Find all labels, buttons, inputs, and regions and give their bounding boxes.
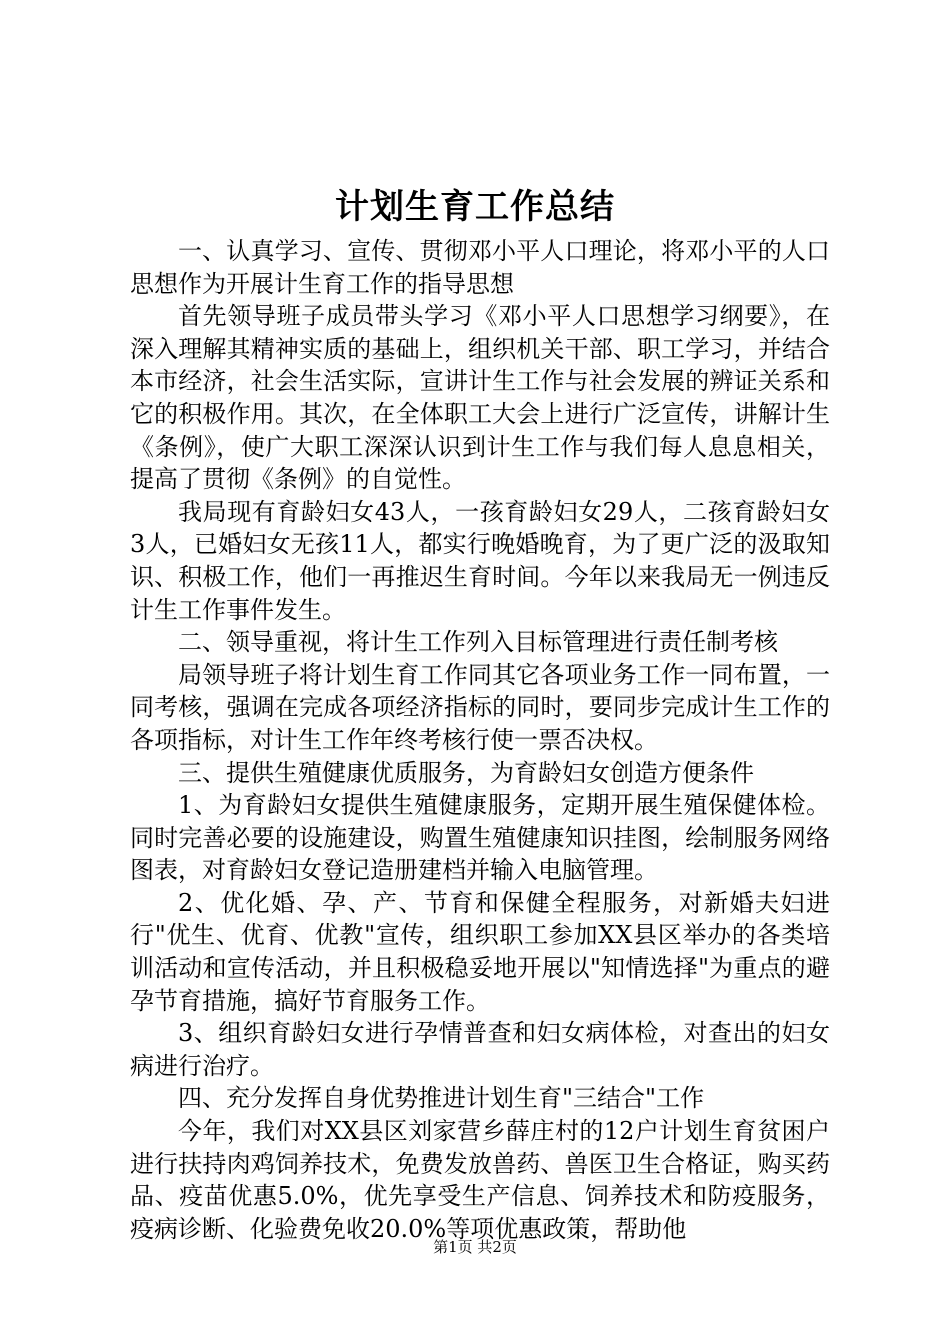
paragraph: 局领导班子将计划生育工作同其它各项业务工作一同布置，一同考核，强调在完成各项经济指标的同时，要同步完成计生工作的各项指标，对计生工作年终考核行使一票否决权。 (130, 660, 830, 754)
heading-section-1: 一、认真学习、宣传、贯彻邓小平人口理论，将邓小平的人口思想作为开展计生育工作的指导思想 (130, 237, 830, 298)
paragraph: 我局现有育龄妇女43人，一孩育龄妇女29人，二孩育龄妇女3人，已婚妇女无孩11人，都实行晚婚晚育，为了更广泛的汲取知识、积极工作，他们一再推迟生育时间。今年以来我局无一例违反计生工作事件发生。 (130, 497, 830, 624)
heading-section-4: 四、充分发挥自身优势推进计划生育"三结合"工作 (178, 1084, 705, 1113)
paragraph: 今年，我们对XX县区刘家营乡薛庄村的12户计划生育贫困户进行扶持肉鸡饲养技术，免费发放兽药、兽医卫生合格证，购买药品、疫苗优惠5.0%，优先享受生产信息、饲养技术和防疫服务，疫病诊断、化验费免收20.0%等项优惠政策，帮助他 (130, 1117, 830, 1243)
paragraph: 1、为育龄妇女提供生殖健康服务，定期开展生殖保健体检。同时完善必要的设施建设，购置生殖健康知识挂图，绘制服务网络图表，对育龄妇女登记造册建档并输入电脑管理。 (130, 791, 830, 885)
paragraph: 首先领导班子成员带头学习《邓小平人口思想学习纲要》，在深入理解其精神实质的基础上，组织机关干部、职工学习，并结合本市经济，社会生活实际，宣讲计生工作与社会发展的辨证关系和它的积极作用。其次，在全体职工大会上进行广泛宣传，讲解计生《条例》，使广大职工深深认识到计生工作与我们每人息息相关，提高了贯彻《条例》的自觉性。 (130, 302, 830, 494)
paragraph: 3、组织育龄妇女进行孕情普查和妇女病体检，对查出的妇女病进行治疗。 (130, 1019, 830, 1080)
heading-section-3: 三、提供生殖健康优质服务，为育龄妇女创造方便条件 (178, 758, 754, 787)
document-body (130, 235, 830, 1245)
paragraph: 2、优化婚、孕、产、节育和保健全程服务，对新婚夫妇进行"优生、优育、优教"宣传，组织职工参加XX县区举办的各类培训活动和宣传活动，并且积极稳妥地开展以"知情选择"为重点的避孕节育措施，搞好节育服务工作。 (130, 888, 830, 1015)
document-title: 计划生育工作总结 (335, 187, 615, 227)
page-number-footer: 第1页 共2页 (433, 1238, 517, 1256)
heading-section-2: 二、领导重视，将计生工作列入目标管理进行责任制考核 (178, 628, 778, 657)
